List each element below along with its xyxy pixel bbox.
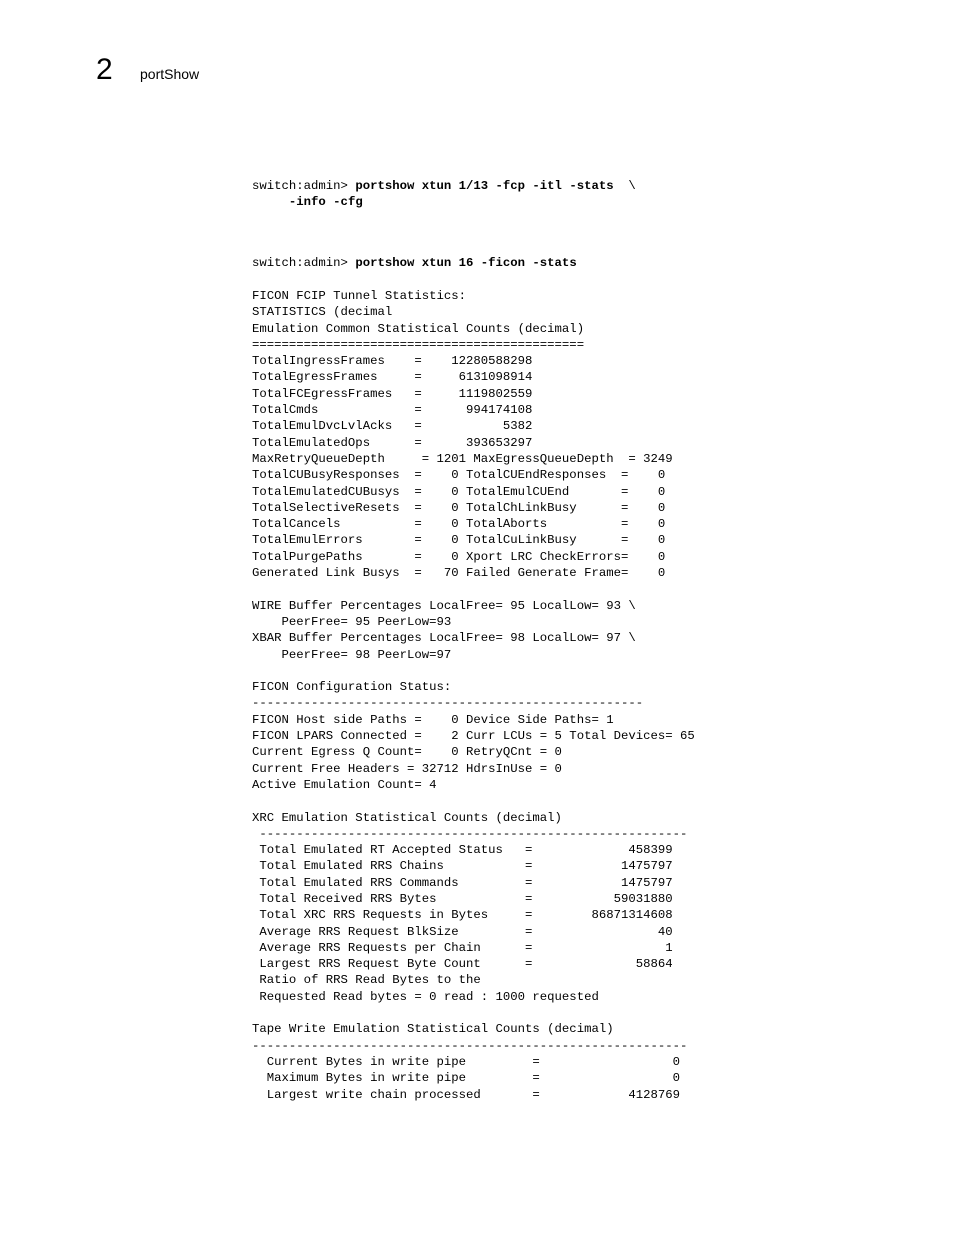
output-line: PeerFree= 98 PeerLow=97 (252, 647, 452, 662)
output-line: Ratio of RRS Read Bytes to the (252, 973, 481, 988)
output-line: Largest write chain processed = 4128769 (252, 1087, 681, 1102)
output-line: FICON Host side Paths = 0 Device Side Paths= 1 (252, 712, 614, 727)
output-line: Current Free Headers = 32712 HdrsInUse = 0 (252, 761, 562, 776)
output-line: TotalEmulatedOps = 393653297 (252, 435, 533, 450)
output-line: Total Emulated RT Accepted Status = 458399 (252, 843, 673, 858)
output-line: Emulation Common Statistical Counts (decimal) (252, 321, 585, 336)
output-line: TotalPurgePaths = 0 Xport LRC CheckErrors= 0 (252, 549, 666, 564)
output-line: Total Emulated RRS Commands = 1475797 (252, 875, 673, 890)
output-line: TotalCUBusyResponses = 0 TotalCUEndResponses = 0 (252, 468, 666, 483)
output-line: Total Emulated RRS Chains = 1475797 (252, 859, 673, 874)
command-prompt: switch:admin> (252, 179, 356, 193)
chapter-number: 2 (96, 53, 113, 86)
output-line: TotalEmulatedCUBusys = 0 TotalEmulCUEnd = 0 (252, 484, 666, 499)
output-line: XRC Emulation Statistical Counts (decimal) (252, 810, 562, 825)
output-line: FICON FCIP Tunnel Statistics: (252, 289, 467, 303)
output-line: Largest RRS Request Byte Count = 58864 (252, 957, 673, 972)
command-output (252, 288, 695, 1103)
output-line: ---------------------------------------------------------- (252, 826, 688, 841)
command-example-2 (252, 255, 577, 271)
output-line: TotalFCEgressFrames = 1119802559 (252, 386, 533, 401)
output-line: ----------------------------------------------------------- (252, 1038, 688, 1053)
command-prompt: switch:admin> (252, 256, 356, 270)
output-line: FICON Configuration Status: (252, 680, 452, 695)
output-line: TotalIngressFrames = 12280588298 (252, 354, 533, 369)
output-line: ----------------------------------------------------- (252, 696, 644, 711)
output-line: MaxRetryQueueDepth = 1201 MaxEgressQueueDepth = 3249 (252, 451, 673, 466)
output-line: Requested Read bytes = 0 read : 1000 requested (252, 989, 599, 1004)
output-line: Average RRS Requests per Chain = 1 (252, 940, 673, 955)
output-line: TotalEmulErrors = 0 TotalCuLinkBusy = 0 (252, 533, 666, 548)
output-line: TotalCmds = 994174108 (252, 403, 533, 418)
output-line: FICON LPARS Connected = 2 Curr LCUs = 5 Total Devices= 65 (252, 729, 695, 744)
output-line: Total Received RRS Bytes = 59031880 (252, 891, 673, 906)
command-text: portshow xtun 1/13 -fcp -itl -stats (355, 179, 614, 193)
output-line: TotalSelectiveResets = 0 TotalChLinkBusy = 0 (252, 500, 666, 515)
output-line: STATISTICS (decimal (252, 305, 393, 320)
line-continuation: \ (613, 179, 636, 193)
output-line: Current Bytes in write pipe = 0 (252, 1054, 681, 1069)
output-line: Current Egress Q Count= 0 RetryQCnt = 0 (252, 745, 562, 760)
command-continuation: -info -cfg (288, 195, 363, 210)
output-line: Maximum Bytes in write pipe = 0 (252, 1071, 681, 1086)
output-line: Generated Link Busys = 70 Failed Generate Frame= 0 (252, 566, 666, 581)
output-line: Average RRS Request BlkSize = 40 (252, 924, 673, 939)
output-line: Tape Write Emulation Statistical Counts (decimal) (252, 1022, 614, 1037)
output-line: XBAR Buffer Percentages LocalFree= 98 LocalLow= 97 \ (252, 631, 636, 646)
output-line: ============================================= (252, 337, 585, 352)
output-line: Active Emulation Count= 4 (252, 777, 437, 792)
output-line: TotalCancels = 0 TotalAborts = 0 (252, 517, 666, 532)
section-title: portShow (140, 66, 200, 82)
output-line: Total XRC RRS Requests in Bytes = 86871314608 (252, 908, 673, 923)
output-line: TotalEmulDvcLvlAcks = 5382 (252, 419, 533, 434)
output-line: TotalEgressFrames = 6131098914 (252, 370, 533, 385)
output-line: WIRE Buffer Percentages LocalFree= 95 LocalLow= 93 \ (252, 598, 636, 613)
command-text: portshow xtun 16 -ficon -stats (355, 256, 577, 270)
output-line: PeerFree= 95 PeerLow=93 (252, 614, 452, 629)
command-example-1 (252, 178, 636, 211)
